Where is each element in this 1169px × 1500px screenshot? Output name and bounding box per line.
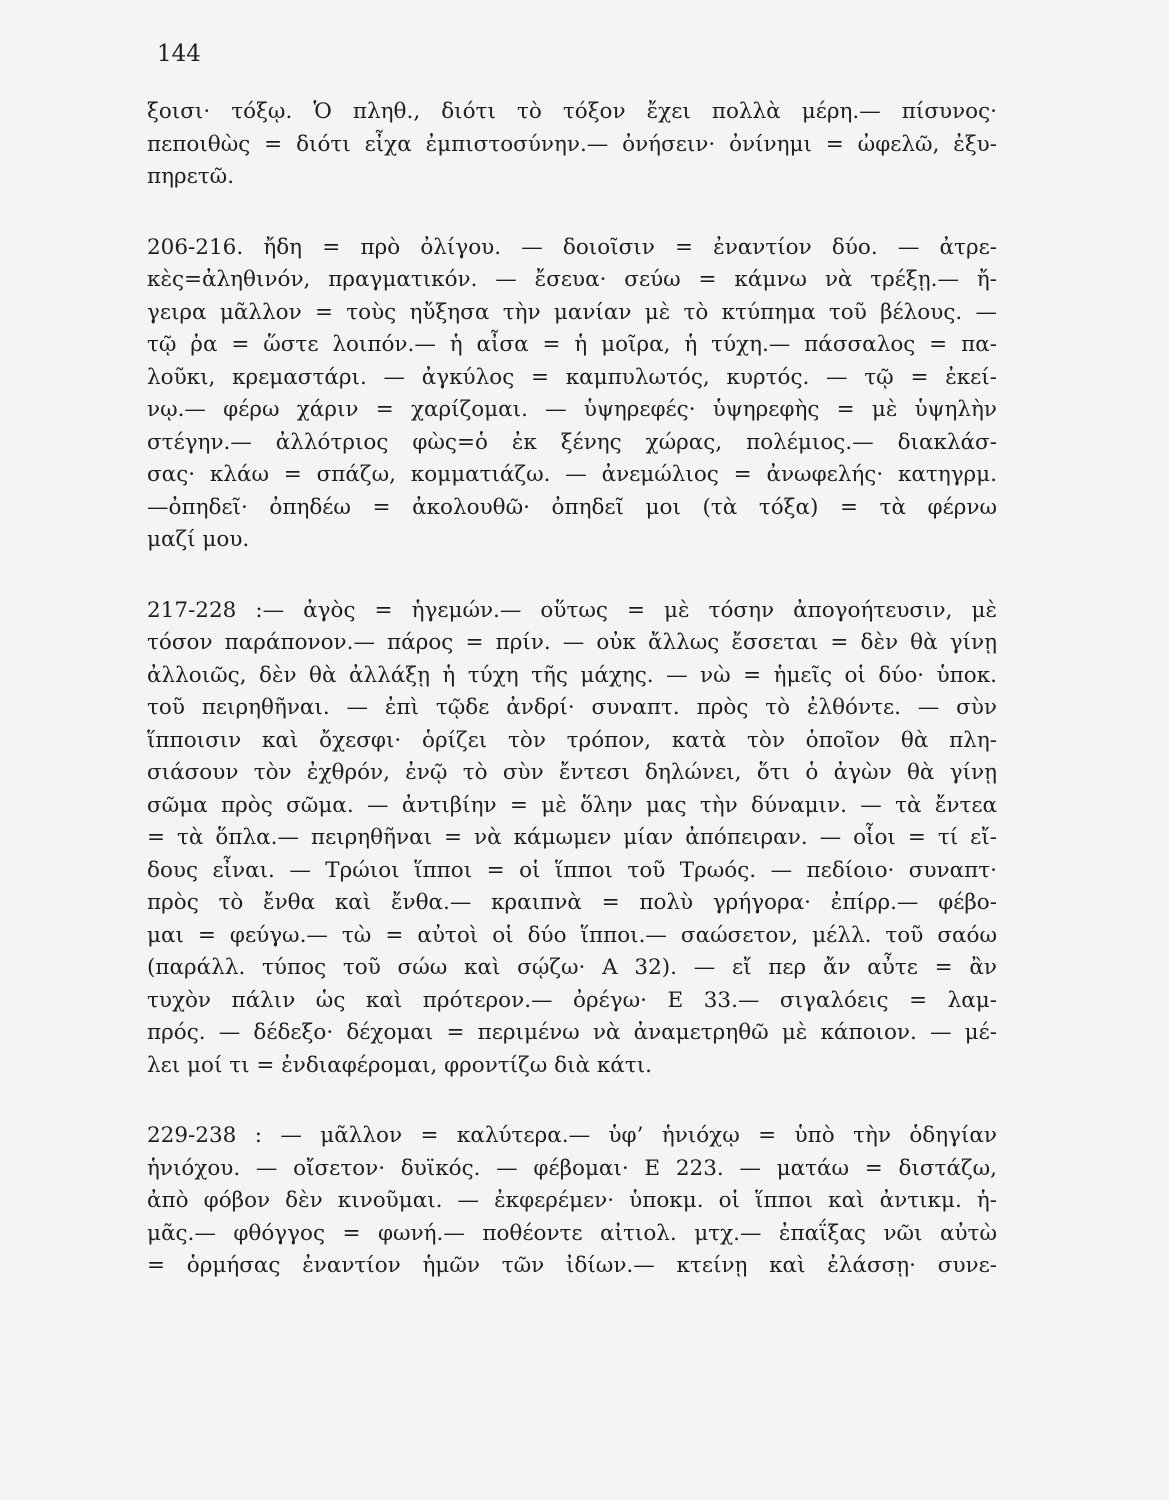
text-line: πεποιθὼς = διότι εἶχα ἐμπιστοσύνην.— ὀνήσειν· ὀνίνημι = ὠφελῶ, ἐξυ- bbox=[147, 131, 997, 157]
text-line: ἵπποισιν καὶ ὄχεσφι· ὁρίζει τὸν τρόπον, κατὰ τὸν ὁποῖον θὰ πλη- bbox=[147, 727, 997, 753]
text-line: γειρα μᾶλλον = τοὺς ηὔξησα τὴν μανίαν μὲ τὸ κτύπημα τοῦ βέλους. — bbox=[147, 299, 997, 325]
text-line: ἡνιόχου. — οἴσετον· δυϊκός. — φέβομαι· Ε 223. — ματάω = διστάζω, bbox=[147, 1155, 997, 1181]
text-line: —ὀπηδεῖ· ὀπηδέω = ἀκολουθῶ· ὀπηδεῖ μοι (τὰ τόξα) = τὰ φέρνω bbox=[147, 494, 997, 520]
text-line: ἀλλοιῶς, δὲν θὰ ἀλλάξῃ ἡ τύχη τῆς μάχης. — νὼ = ἡμεῖς οἱ δύο· ὑποκ. bbox=[147, 662, 997, 688]
text-line: σιάσουν τὸν ἐχθρόν, ἐνῷ τὸ σὺν ἔντεσι δηλώνει, ὅτι ὁ ἀγὼν θὰ γίνῃ bbox=[147, 760, 997, 785]
page-number: 144 bbox=[157, 41, 201, 67]
text-line: πηρετῶ. bbox=[147, 164, 235, 189]
text-line: 206-216. ἤδη = πρὸ ὀλίγου. — δοιοῖσιν = ἐναντίον δύο. — ἀτρε- bbox=[147, 234, 997, 260]
paragraph-1 bbox=[147, 96, 997, 194]
text-line: σῶμα πρὸς σῶμα. — ἀντιβίην = μὲ ὅλην μας τὴν δύναμιν. — τὰ ἔντεα bbox=[147, 792, 997, 818]
text-line: (παράλλ. τύπος τοῦ σώω καὶ σῴζω· Α 32). — εἴ περ ἄν αὖτε = ἂν bbox=[147, 955, 997, 980]
text-line: πρὸς τὸ ἔνθα καὶ ἔνθα.— κραιπνὰ = πολὺ γρήγορα· ἐπίρρ.— φέβο- bbox=[147, 890, 997, 915]
text-line: τῷ ῥα = ὥστε λοιπόν.— ἡ αἶσα = ἡ μοῖρα, ἡ τύχη.— πάσσαλος = πα- bbox=[147, 332, 997, 357]
text-line: τόσον παράπονον.— πάρος = πρίν. — οὐκ ἄλλως ἔσσεται = δὲν θὰ γίνῃ bbox=[147, 630, 997, 655]
text-line: κὲς=ἀληθινόν, πραγματικόν. — ἔσευα· σεύω = κάμνω νὰ τρέξῃ.— ἤ- bbox=[147, 267, 997, 292]
text-line: νῳ.— φέρω χάριν = χαρίζομαι. — ὑψηρεφές· ὑψηρεφὴς = μὲ ὑψηλὴν bbox=[147, 397, 997, 422]
text-line: 229-238 : — μᾶλλον = καλύτερα.— ὑφ’ ἡνιόχῳ = ὑπὸ τὴν ὁδηγίαν bbox=[147, 1123, 997, 1148]
text-line: δους εἶναι. — Τρώιοι ἵπποι = οἱ ἵπποι τοῦ Τρωός. — πεδίοιο· συναπτ· bbox=[147, 857, 997, 883]
text-line: στέγην.— ἀλλότριος φὼς=ὁ ἐκ ξένης χώρας, πολέμιος.— διακλάσ- bbox=[147, 429, 997, 455]
text-line: λει μοί τι = ἐνδιαφέρομαι, φροντίζω διὰ κάτι. bbox=[147, 1052, 652, 1078]
text-line: λοῦκι, κρεμαστάρι. — ἀγκύλος = καμπυλωτός, κυρτός. — τῷ = ἐκεί- bbox=[147, 364, 997, 390]
text-line: = ὁρμήσας ἐναντίον ἡμῶν τῶν ἰδίων.— κτείνῃ καὶ ἐλάσσῃ· συνε- bbox=[147, 1253, 997, 1278]
text-line: ξοισι· τόξῳ. Ὁ πληθ., διότι τὸ τόξον ἔχει πολλὰ μέρη.— πίσυνος· bbox=[147, 99, 997, 124]
text-line: σας· κλάω = σπάζω, κομματιάζω. — ἀνεμώλιος = ἀνωφελής· κατηγρμ. bbox=[147, 462, 997, 487]
text-line: τοῦ πειρηθῆναι. — ἐπὶ τῷδε ἀνδρί· συναπτ. πρὸς τὸ ἐλθόντε. — σὺν bbox=[147, 695, 997, 720]
paragraph-217-228 bbox=[147, 595, 997, 1083]
text-line: 217-228 :— ἀγὸς = ἡγεμών.— οὕτως = μὲ τόσην ἀπογοήτευσιν, μὲ bbox=[147, 597, 997, 623]
text-line: πρός. — δέδεξο· δέχομαι = περιμένω νὰ ἀναμετρηθῶ μὲ κάποιον. — μέ- bbox=[147, 1020, 997, 1045]
text-line: μᾶς.— φθόγγος = φωνή.— ποθέοντε αἰτιολ. μτχ.— ἐπαΐξας νῶι αὐτὼ bbox=[147, 1220, 997, 1246]
text-line: ἀπὸ φόβον δὲν κινοῦμαι. — ἐκφερέμεν· ὑποκμ. οἱ ἵπποι καὶ ἀντικμ. ἡ- bbox=[147, 1188, 997, 1213]
text-line: = τὰ ὅπλα.— πειρηθῆναι = νὰ κάμωμεν μίαν ἀπόπειραν. — οἷοι = τί εἴ- bbox=[147, 825, 997, 850]
text-line: τυχὸν πάλιν ὡς καὶ πρότερον.— ὀρέγω· Ε 33.— σιγαλόεις = λαμ- bbox=[147, 987, 997, 1013]
paragraph-229-238 bbox=[147, 1120, 997, 1283]
paragraph-206-216 bbox=[147, 232, 997, 557]
commentary-text bbox=[147, 96, 997, 1283]
text-line: μαι = φεύγω.— τὼ = αὐτοὶ οἱ δύο ἵπποι.— σαώσετον, μέλλ. τοῦ σαόω bbox=[147, 922, 997, 948]
text-line: μαζί μου. bbox=[147, 527, 250, 552]
